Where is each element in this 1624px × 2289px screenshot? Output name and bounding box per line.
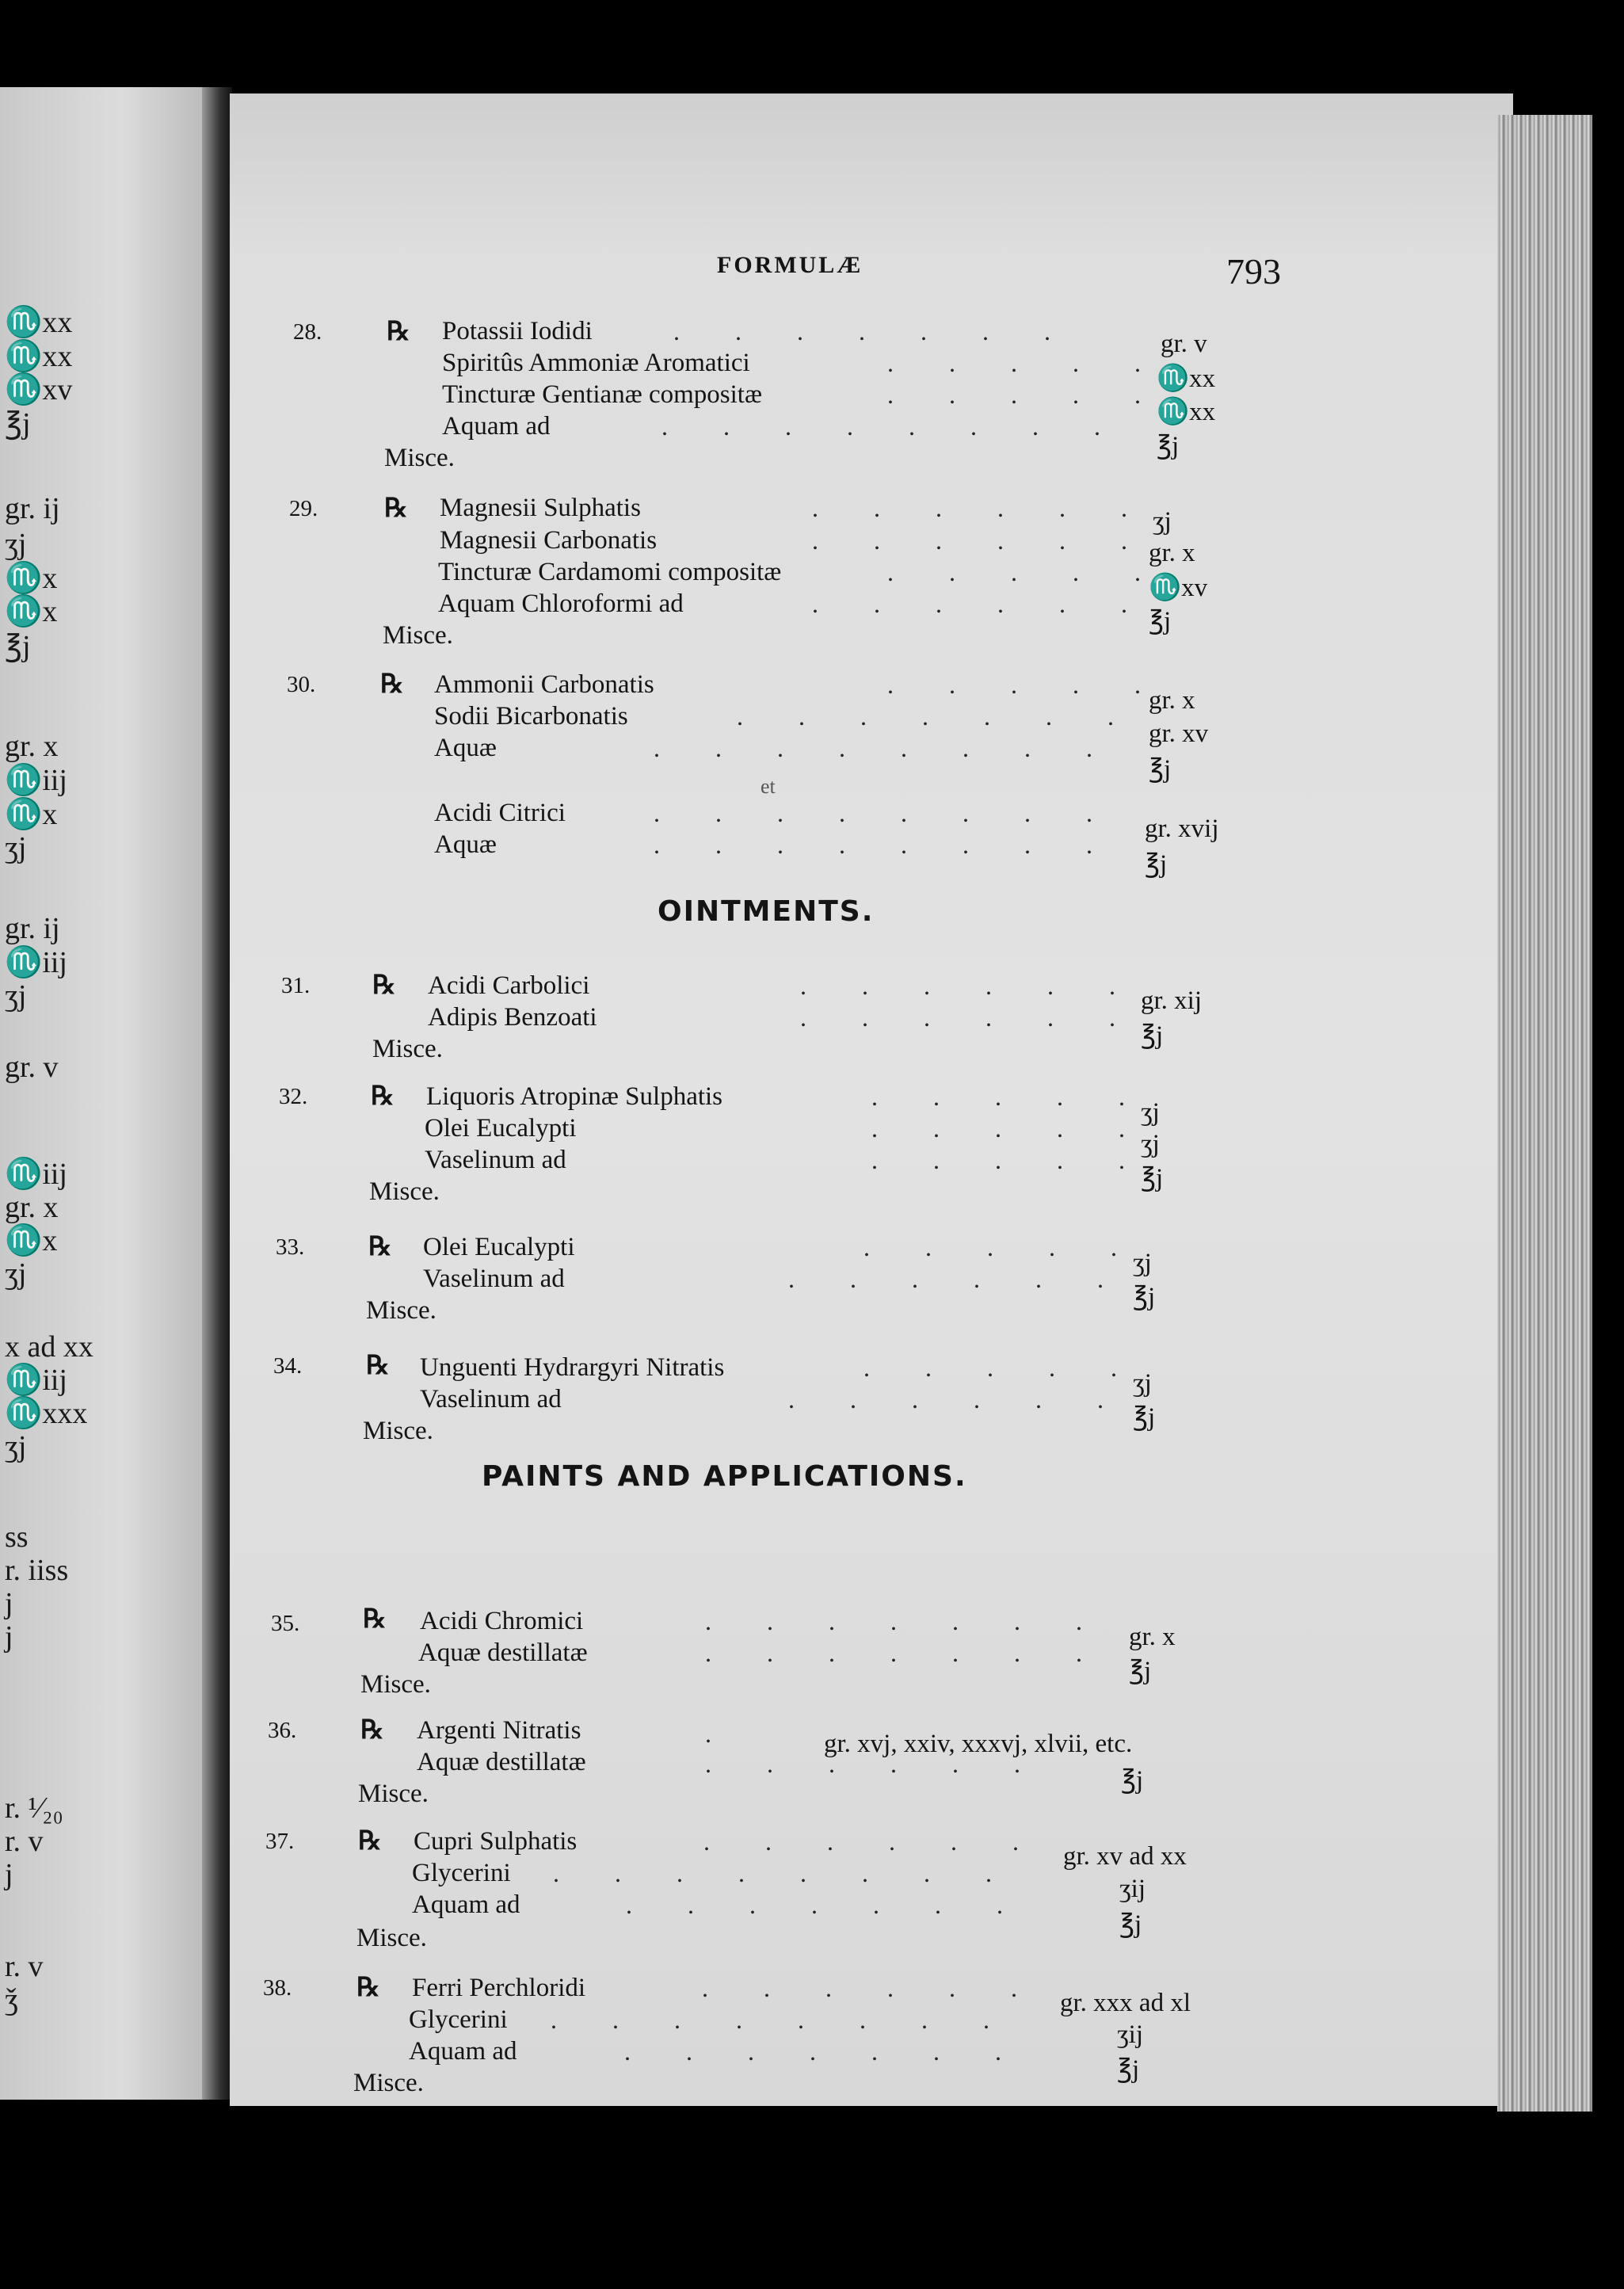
ingredient: Aquam ad [442, 412, 551, 441]
quantity: ℥j [1121, 1766, 1144, 1795]
leader-dots: . . . . . . . . [654, 830, 1117, 859]
quantity: gr. xxx ad xl [1060, 1989, 1191, 2017]
formula-number: 34. [273, 1353, 303, 1379]
ingredient: Glycerini [412, 1859, 511, 1887]
leader-dots: . . . . . [887, 349, 1165, 377]
leader-dots: . . . . . . [705, 1749, 1045, 1778]
recipe-symbol: ℞ [384, 494, 408, 523]
leader-dots: . . . . . . [800, 971, 1140, 1000]
margin-text: j [5, 1587, 13, 1620]
misce-label: Misce. [360, 1670, 431, 1699]
leader-dots: . . . . . . [800, 1003, 1140, 1032]
margin-text: r. iiss [5, 1554, 69, 1587]
quantity: gr. x [1129, 1623, 1176, 1651]
ingredient: Aquæ [434, 734, 497, 762]
ingredient: Ammonii Carbonatis [434, 670, 654, 699]
leader-dots: . . . . . [871, 1082, 1149, 1111]
margin-text: ℥j [5, 407, 31, 441]
margin-text: ♏xx [5, 340, 73, 373]
ingredient: Vaselinum ad [423, 1265, 565, 1293]
margin-text: j [5, 1858, 13, 1891]
ingredient: Acidi Citrici [434, 799, 566, 827]
margin-text: ♏x [5, 595, 58, 628]
ingredient: Acidi Carbolici [428, 971, 590, 1000]
quantity: ℥j [1157, 432, 1180, 460]
misce-label: Misce. [369, 1177, 440, 1206]
ingredient: Olei Eucalypti [423, 1233, 575, 1261]
ingredient: Magnesii Sulphatis [440, 494, 641, 522]
ingredient: Magnesii Carbonatis [440, 526, 658, 555]
quantity: ♏xx [1157, 398, 1216, 426]
quantity: ℥j [1145, 850, 1168, 879]
misce-label: Misce. [358, 1780, 429, 1808]
section-heading-paints: PAINTS AND APPLICATIONS. [482, 1460, 967, 1493]
misce-label: Misce. [363, 1417, 433, 1445]
formula-number: 31. [281, 973, 311, 998]
margin-text: ♏iij [5, 764, 67, 797]
leader-dots: . . . . . . [703, 1827, 1043, 1856]
margin-text: ʒj [5, 831, 27, 864]
margin-text: ♏xxx [5, 1397, 88, 1430]
recipe-symbol: ℞ [358, 1827, 382, 1856]
quantity: ♏xv [1149, 574, 1208, 602]
leader-dots: . . . . . . . . [654, 734, 1117, 762]
margin-text: ♏xx [5, 306, 73, 339]
ingredient: Aquæ [434, 830, 497, 859]
quantity: gr. xvj, xxiv, xxxvj, xlvii, etc. [824, 1730, 1133, 1758]
et-connector: et [761, 775, 776, 798]
margin-text: gr. x [5, 1191, 59, 1224]
leader-dots: . . . . . . . [737, 702, 1138, 731]
leader-dots: . . . . . . [702, 1974, 1042, 2002]
ingredient: Argenti Nitratis [417, 1716, 581, 1745]
quantity: gr. xvij [1145, 815, 1219, 843]
leader-dots: . . . . . . . [705, 1639, 1107, 1667]
margin-text: ʒj [5, 979, 27, 1013]
margin-text: ǯ [5, 1983, 18, 2016]
margin-text: ʒj [5, 1430, 27, 1463]
recipe-symbol: ℞ [372, 971, 396, 1000]
ingredient: Aquam ad [409, 2037, 517, 2066]
ingredient: Liquoris Atropinæ Sulphatis [426, 1082, 723, 1111]
quantity: ʒj [1141, 1098, 1160, 1127]
book-gutter [202, 87, 232, 2100]
quantity: gr. xij [1141, 986, 1203, 1015]
margin-text: ♏xv [5, 373, 73, 406]
quantity: gr. xv [1149, 719, 1209, 748]
running-header: FORMULÆ [717, 252, 863, 278]
ingredient: Olei Eucalypti [425, 1114, 577, 1143]
misce-label: Misce. [366, 1296, 436, 1325]
page-number: 793 [1226, 251, 1281, 292]
leader-dots: . . . . . [863, 1233, 1142, 1261]
quantity: gr. v [1161, 330, 1207, 358]
leader-dots: . . . . . . [812, 494, 1152, 522]
margin-text: gr. ij [5, 492, 60, 525]
formula-number: 35. [271, 1611, 300, 1636]
margin-text: ʒj [5, 1257, 27, 1291]
formula-number: 37. [265, 1829, 295, 1854]
margin-text: r. ¹⁄₂₀ [5, 1791, 63, 1825]
ingredient: Potassii Iodidi [442, 317, 593, 345]
ingredient: Adipis Benzoati [428, 1003, 597, 1032]
formula-number: 30. [287, 672, 316, 697]
leader-dots: . . . . . . [788, 1385, 1128, 1413]
quantity: gr. x [1149, 686, 1195, 715]
quantity: ℥j [1133, 1283, 1156, 1311]
recipe-symbol: ℞ [356, 1974, 380, 2002]
quantity: gr. x [1149, 539, 1195, 567]
recipe-symbol: ℞ [387, 318, 410, 346]
leader-dots: . . . . . . . . [553, 1859, 1016, 1887]
leader-dots: . . . . . . . [673, 317, 1075, 345]
quantity: ℥j [1141, 1021, 1164, 1050]
leader-dots: . . . . . [871, 1146, 1149, 1174]
ingredient: Aquam Chloroformi ad [438, 589, 684, 618]
formula-number: 36. [268, 1718, 297, 1743]
recipe-symbol: ℞ [360, 1716, 384, 1745]
section-heading-ointments: OINTMENTS. [658, 895, 875, 928]
margin-text: ʒj [5, 528, 27, 561]
margin-text: ♏iij [5, 1364, 67, 1397]
formula-number: 28. [293, 319, 322, 345]
book-page [230, 93, 1513, 2106]
margin-text: j [5, 1620, 13, 1654]
ingredient: Unguenti Hydrargyri Nitratis [420, 1353, 725, 1382]
recipe-symbol: ℞ [368, 1233, 392, 1261]
leader-dots: . . . . . . . . [654, 799, 1117, 827]
ingredient: Acidi Chromici [420, 1607, 584, 1635]
misce-label: Misce. [383, 621, 453, 650]
leader-dots: . . . . . [887, 670, 1165, 699]
formula-number: 32. [279, 1084, 308, 1109]
recipe-symbol: ℞ [371, 1082, 395, 1111]
quantity: ℥j [1129, 1657, 1152, 1685]
leader-dots: . . . . . . . . [661, 412, 1125, 441]
leader-dots: . . . . . [871, 1114, 1149, 1143]
misce-label: Misce. [372, 1035, 443, 1063]
quantity: ʒj [1133, 1369, 1152, 1398]
margin-text: ♏x [5, 562, 58, 595]
misce-label: Misce. [384, 444, 455, 472]
quantity: ʒij [1117, 2020, 1143, 2049]
quantity: ℥j [1133, 1403, 1156, 1432]
margin-text: ♏iij [5, 946, 67, 979]
quantity: ℥j [1119, 1910, 1142, 1939]
margin-text: ♏x [5, 1224, 58, 1257]
recipe-symbol: ℞ [363, 1605, 387, 1634]
ingredient: Vaselinum ad [420, 1385, 562, 1413]
margin-text: x ad xx [5, 1330, 93, 1364]
formula-number: 38. [263, 1975, 292, 2001]
ingredient: Aquæ destillatæ [418, 1639, 588, 1667]
quantity: ℥j [1149, 755, 1172, 784]
margin-text: gr. x [5, 730, 59, 763]
facing-page [0, 87, 202, 2100]
recipe-symbol: ℞ [366, 1352, 390, 1380]
ingredient: Sodii Bicarbonatis [434, 702, 628, 731]
page-edges [1497, 115, 1592, 2112]
margin-text: r. v [5, 1950, 44, 1983]
quantity: ʒij [1119, 1875, 1146, 1903]
leader-dots: . . . . . . . [705, 1607, 1107, 1635]
margin-text: ♏x [5, 798, 58, 831]
quantity: ♏xx [1157, 364, 1216, 393]
leader-dots: . . . . . . [812, 526, 1152, 555]
ingredient: Ferri Perchloridi [412, 1974, 586, 2002]
ingredient: Aquæ destillatæ [417, 1748, 586, 1776]
misce-label: Misce. [353, 2069, 424, 2097]
margin-text: ℥j [5, 630, 31, 663]
leader-dots: . [705, 1719, 736, 1748]
margin-text: ss [5, 1520, 29, 1554]
ingredient: Aquam ad [412, 1890, 520, 1919]
quantity: gr. xv ad xx [1063, 1842, 1187, 1871]
margin-text: r. v [5, 1825, 44, 1858]
margin-text: ♏iij [5, 1158, 67, 1191]
leader-dots: . . . . . . [788, 1265, 1128, 1293]
quantity: ʒj [1133, 1249, 1152, 1277]
ingredient: Vaselinum ad [425, 1146, 566, 1174]
leader-dots: . . . . . . [812, 589, 1152, 618]
leader-dots: . . . . . [887, 558, 1165, 586]
leader-dots: . . . . . . . [626, 1890, 1027, 1919]
leader-dots: . . . . . [863, 1353, 1142, 1382]
margin-text: gr. ij [5, 912, 60, 945]
ingredient: Tincturæ Cardamomi compositæ [438, 558, 782, 586]
leader-dots: . . . . . . . . [551, 2005, 1014, 2034]
formula-number: 29. [289, 496, 318, 521]
quantity: ʒj [1153, 507, 1172, 536]
ingredient: Cupri Sulphatis [414, 1827, 578, 1856]
recipe-symbol: ℞ [380, 670, 404, 699]
ingredient: Tincturæ Gentianæ compositæ [442, 380, 762, 409]
ingredient: Spiritûs Ammoniæ Aromatici [442, 349, 750, 377]
ingredient: Glycerini [409, 2005, 508, 2034]
leader-dots: . . . . . . . [624, 2037, 1026, 2066]
quantity: ℥j [1141, 1164, 1164, 1192]
misce-label: Misce. [356, 1924, 427, 1952]
formula-number: 33. [276, 1234, 305, 1260]
leader-dots: . . . . . [887, 380, 1165, 409]
quantity: ʒj [1141, 1130, 1160, 1158]
quantity: ℥j [1117, 2055, 1140, 2084]
quantity: ℥j [1149, 607, 1172, 635]
margin-text: gr. v [5, 1051, 59, 1084]
